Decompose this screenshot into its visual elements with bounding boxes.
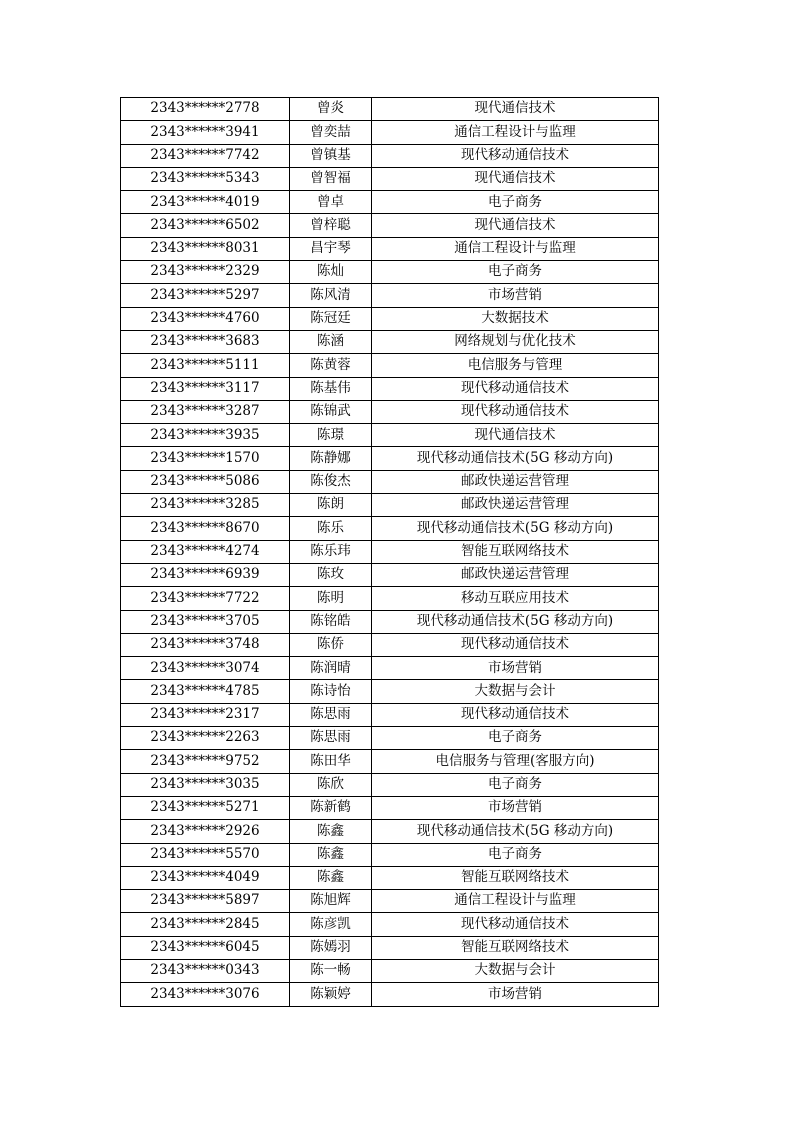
table-row — [121, 796, 659, 819]
major-cell: 邮政快递运营管理 — [372, 563, 659, 586]
student-id-cell: 2343******3076 — [121, 983, 290, 1006]
table-row — [121, 866, 659, 889]
major-cell: 现代移动通信技术 — [372, 377, 659, 400]
table-row — [121, 657, 659, 680]
student-id-cell: 2343******2778 — [121, 98, 290, 121]
student-id-cell: 2343******7742 — [121, 144, 290, 167]
student-name-cell: 陈思雨 — [290, 703, 372, 726]
student-name-cell: 昌宇琴 — [290, 237, 372, 260]
student-id-cell: 2343******5343 — [121, 167, 290, 190]
student-id-cell: 2343******3074 — [121, 657, 290, 680]
student-id-cell: 2343******8670 — [121, 517, 290, 540]
student-name-cell: 陈旭辉 — [290, 890, 372, 913]
table-row — [121, 261, 659, 284]
table-row — [121, 913, 659, 936]
student-id-cell: 2343******5086 — [121, 470, 290, 493]
major-cell: 现代移动通信技术 — [372, 633, 659, 656]
table-row — [121, 98, 659, 121]
table-row — [121, 237, 659, 260]
major-cell: 市场营销 — [372, 796, 659, 819]
student-id-cell: 2343******2317 — [121, 703, 290, 726]
student-name-cell: 陈黄蓉 — [290, 354, 372, 377]
major-cell: 现代移动通信技术(5G 移动方向) — [372, 610, 659, 633]
major-cell: 网络规划与优化技术 — [372, 330, 659, 353]
student-id-cell: 2343******4019 — [121, 191, 290, 214]
table-row — [121, 773, 659, 796]
student-id-cell: 2343******7722 — [121, 587, 290, 610]
table-row — [121, 354, 659, 377]
student-name-cell: 陈嫣羽 — [290, 936, 372, 959]
table-row — [121, 330, 659, 353]
student-name-cell: 陈俊杰 — [290, 470, 372, 493]
student-id-cell: 2343******3748 — [121, 633, 290, 656]
table-row — [121, 890, 659, 913]
major-cell: 大数据与会计 — [372, 680, 659, 703]
major-cell: 现代移动通信技术 — [372, 913, 659, 936]
major-cell: 电子商务 — [372, 261, 659, 284]
student-name-cell: 陈新鹤 — [290, 796, 372, 819]
major-cell: 现代移动通信技术 — [372, 400, 659, 423]
table-row — [121, 703, 659, 726]
student-id-cell: 2343******4785 — [121, 680, 290, 703]
table-row — [121, 191, 659, 214]
roster-body — [121, 98, 659, 1007]
student-id-cell: 2343******3705 — [121, 610, 290, 633]
table-row — [121, 563, 659, 586]
major-cell: 电信服务与管理 — [372, 354, 659, 377]
major-cell: 通信工程设计与监理 — [372, 237, 659, 260]
student-id-cell: 2343******3935 — [121, 424, 290, 447]
table-row — [121, 167, 659, 190]
major-cell: 电子商务 — [372, 773, 659, 796]
student-name-cell: 陈鑫 — [290, 866, 372, 889]
major-cell: 通信工程设计与监理 — [372, 121, 659, 144]
student-id-cell: 2343******2845 — [121, 913, 290, 936]
major-cell: 现代移动通信技术 — [372, 144, 659, 167]
major-cell: 移动互联应用技术 — [372, 587, 659, 610]
table-row — [121, 959, 659, 982]
student-name-cell: 曾智福 — [290, 167, 372, 190]
major-cell: 现代移动通信技术(5G 移动方向) — [372, 517, 659, 540]
student-name-cell: 陈思雨 — [290, 727, 372, 750]
student-id-cell: 2343******5297 — [121, 284, 290, 307]
student-name-cell: 陈诗怡 — [290, 680, 372, 703]
student-name-cell: 陈田华 — [290, 750, 372, 773]
student-name-cell: 陈灿 — [290, 261, 372, 284]
student-name-cell: 曾奕喆 — [290, 121, 372, 144]
student-name-cell: 陈玫 — [290, 563, 372, 586]
student-name-cell: 陈冠廷 — [290, 307, 372, 330]
major-cell: 大数据与会计 — [372, 959, 659, 982]
student-id-cell: 2343******1570 — [121, 447, 290, 470]
student-id-cell: 2343******5897 — [121, 890, 290, 913]
student-name-cell: 曾梓聪 — [290, 214, 372, 237]
student-id-cell: 2343******2926 — [121, 820, 290, 843]
student-name-cell: 陈乐 — [290, 517, 372, 540]
table-row — [121, 936, 659, 959]
student-id-cell: 2343******0343 — [121, 959, 290, 982]
student-name-cell: 陈铭皓 — [290, 610, 372, 633]
student-id-cell: 2343******2263 — [121, 727, 290, 750]
student-id-cell: 2343******6939 — [121, 563, 290, 586]
student-roster-table — [120, 97, 659, 1007]
table-row — [121, 214, 659, 237]
student-id-cell: 2343******3683 — [121, 330, 290, 353]
major-cell: 通信工程设计与监理 — [372, 890, 659, 913]
major-cell: 现代通信技术 — [372, 98, 659, 121]
major-cell: 现代移动通信技术 — [372, 703, 659, 726]
major-cell: 现代通信技术 — [372, 214, 659, 237]
table-row — [121, 750, 659, 773]
student-id-cell: 2343******6502 — [121, 214, 290, 237]
student-name-cell: 陈鑫 — [290, 843, 372, 866]
table-row — [121, 144, 659, 167]
table-row — [121, 121, 659, 144]
student-name-cell: 陈璟 — [290, 424, 372, 447]
major-cell: 现代移动通信技术(5G 移动方向) — [372, 820, 659, 843]
student-id-cell: 2343******8031 — [121, 237, 290, 260]
student-name-cell: 陈朗 — [290, 494, 372, 517]
student-id-cell: 2343******4760 — [121, 307, 290, 330]
major-cell: 智能互联网络技术 — [372, 936, 659, 959]
student-name-cell: 陈静娜 — [290, 447, 372, 470]
table-row — [121, 820, 659, 843]
major-cell: 市场营销 — [372, 983, 659, 1006]
student-id-cell: 2343******4274 — [121, 540, 290, 563]
major-cell: 邮政快递运营管理 — [372, 470, 659, 493]
student-name-cell: 陈侨 — [290, 633, 372, 656]
student-name-cell: 陈欣 — [290, 773, 372, 796]
student-name-cell: 陈锦武 — [290, 400, 372, 423]
student-name-cell: 陈基伟 — [290, 377, 372, 400]
student-name-cell: 陈润晴 — [290, 657, 372, 680]
table-row — [121, 307, 659, 330]
table-row — [121, 377, 659, 400]
table-row — [121, 587, 659, 610]
student-name-cell: 曾卓 — [290, 191, 372, 214]
table-row — [121, 540, 659, 563]
student-name-cell: 陈风清 — [290, 284, 372, 307]
student-name-cell: 陈彦凯 — [290, 913, 372, 936]
table-row — [121, 470, 659, 493]
student-name-cell: 陈鑫 — [290, 820, 372, 843]
student-name-cell: 曾炎 — [290, 98, 372, 121]
student-id-cell: 2343******6045 — [121, 936, 290, 959]
student-id-cell: 2343******3117 — [121, 377, 290, 400]
major-cell: 智能互联网络技术 — [372, 540, 659, 563]
table-row — [121, 633, 659, 656]
table-row — [121, 843, 659, 866]
major-cell: 邮政快递运营管理 — [372, 494, 659, 517]
student-id-cell: 2343******2329 — [121, 261, 290, 284]
major-cell: 大数据技术 — [372, 307, 659, 330]
table-row — [121, 680, 659, 703]
student-id-cell: 2343******5570 — [121, 843, 290, 866]
major-cell: 现代通信技术 — [372, 424, 659, 447]
major-cell: 电子商务 — [372, 727, 659, 750]
major-cell: 现代移动通信技术(5G 移动方向) — [372, 447, 659, 470]
table-row — [121, 400, 659, 423]
student-id-cell: 2343******5271 — [121, 796, 290, 819]
student-id-cell: 2343******3287 — [121, 400, 290, 423]
student-name-cell: 陈一畅 — [290, 959, 372, 982]
student-id-cell: 2343******3035 — [121, 773, 290, 796]
major-cell: 电子商务 — [372, 843, 659, 866]
student-id-cell: 2343******3285 — [121, 494, 290, 517]
major-cell: 市场营销 — [372, 284, 659, 307]
table-row — [121, 983, 659, 1006]
table-row — [121, 494, 659, 517]
student-name-cell: 陈涵 — [290, 330, 372, 353]
student-id-cell: 2343******3941 — [121, 121, 290, 144]
table-row — [121, 447, 659, 470]
student-id-cell: 2343******5111 — [121, 354, 290, 377]
table-row — [121, 284, 659, 307]
table-row — [121, 424, 659, 447]
student-name-cell: 陈明 — [290, 587, 372, 610]
major-cell: 市场营销 — [372, 657, 659, 680]
student-name-cell: 陈乐玮 — [290, 540, 372, 563]
major-cell: 电子商务 — [372, 191, 659, 214]
table-row — [121, 727, 659, 750]
table-row — [121, 517, 659, 540]
major-cell: 电信服务与管理(客服方向) — [372, 750, 659, 773]
student-id-cell: 2343******9752 — [121, 750, 290, 773]
student-id-cell: 2343******4049 — [121, 866, 290, 889]
major-cell: 现代通信技术 — [372, 167, 659, 190]
student-name-cell: 陈颖婷 — [290, 983, 372, 1006]
student-name-cell: 曾镇基 — [290, 144, 372, 167]
major-cell: 智能互联网络技术 — [372, 866, 659, 889]
table-row — [121, 610, 659, 633]
